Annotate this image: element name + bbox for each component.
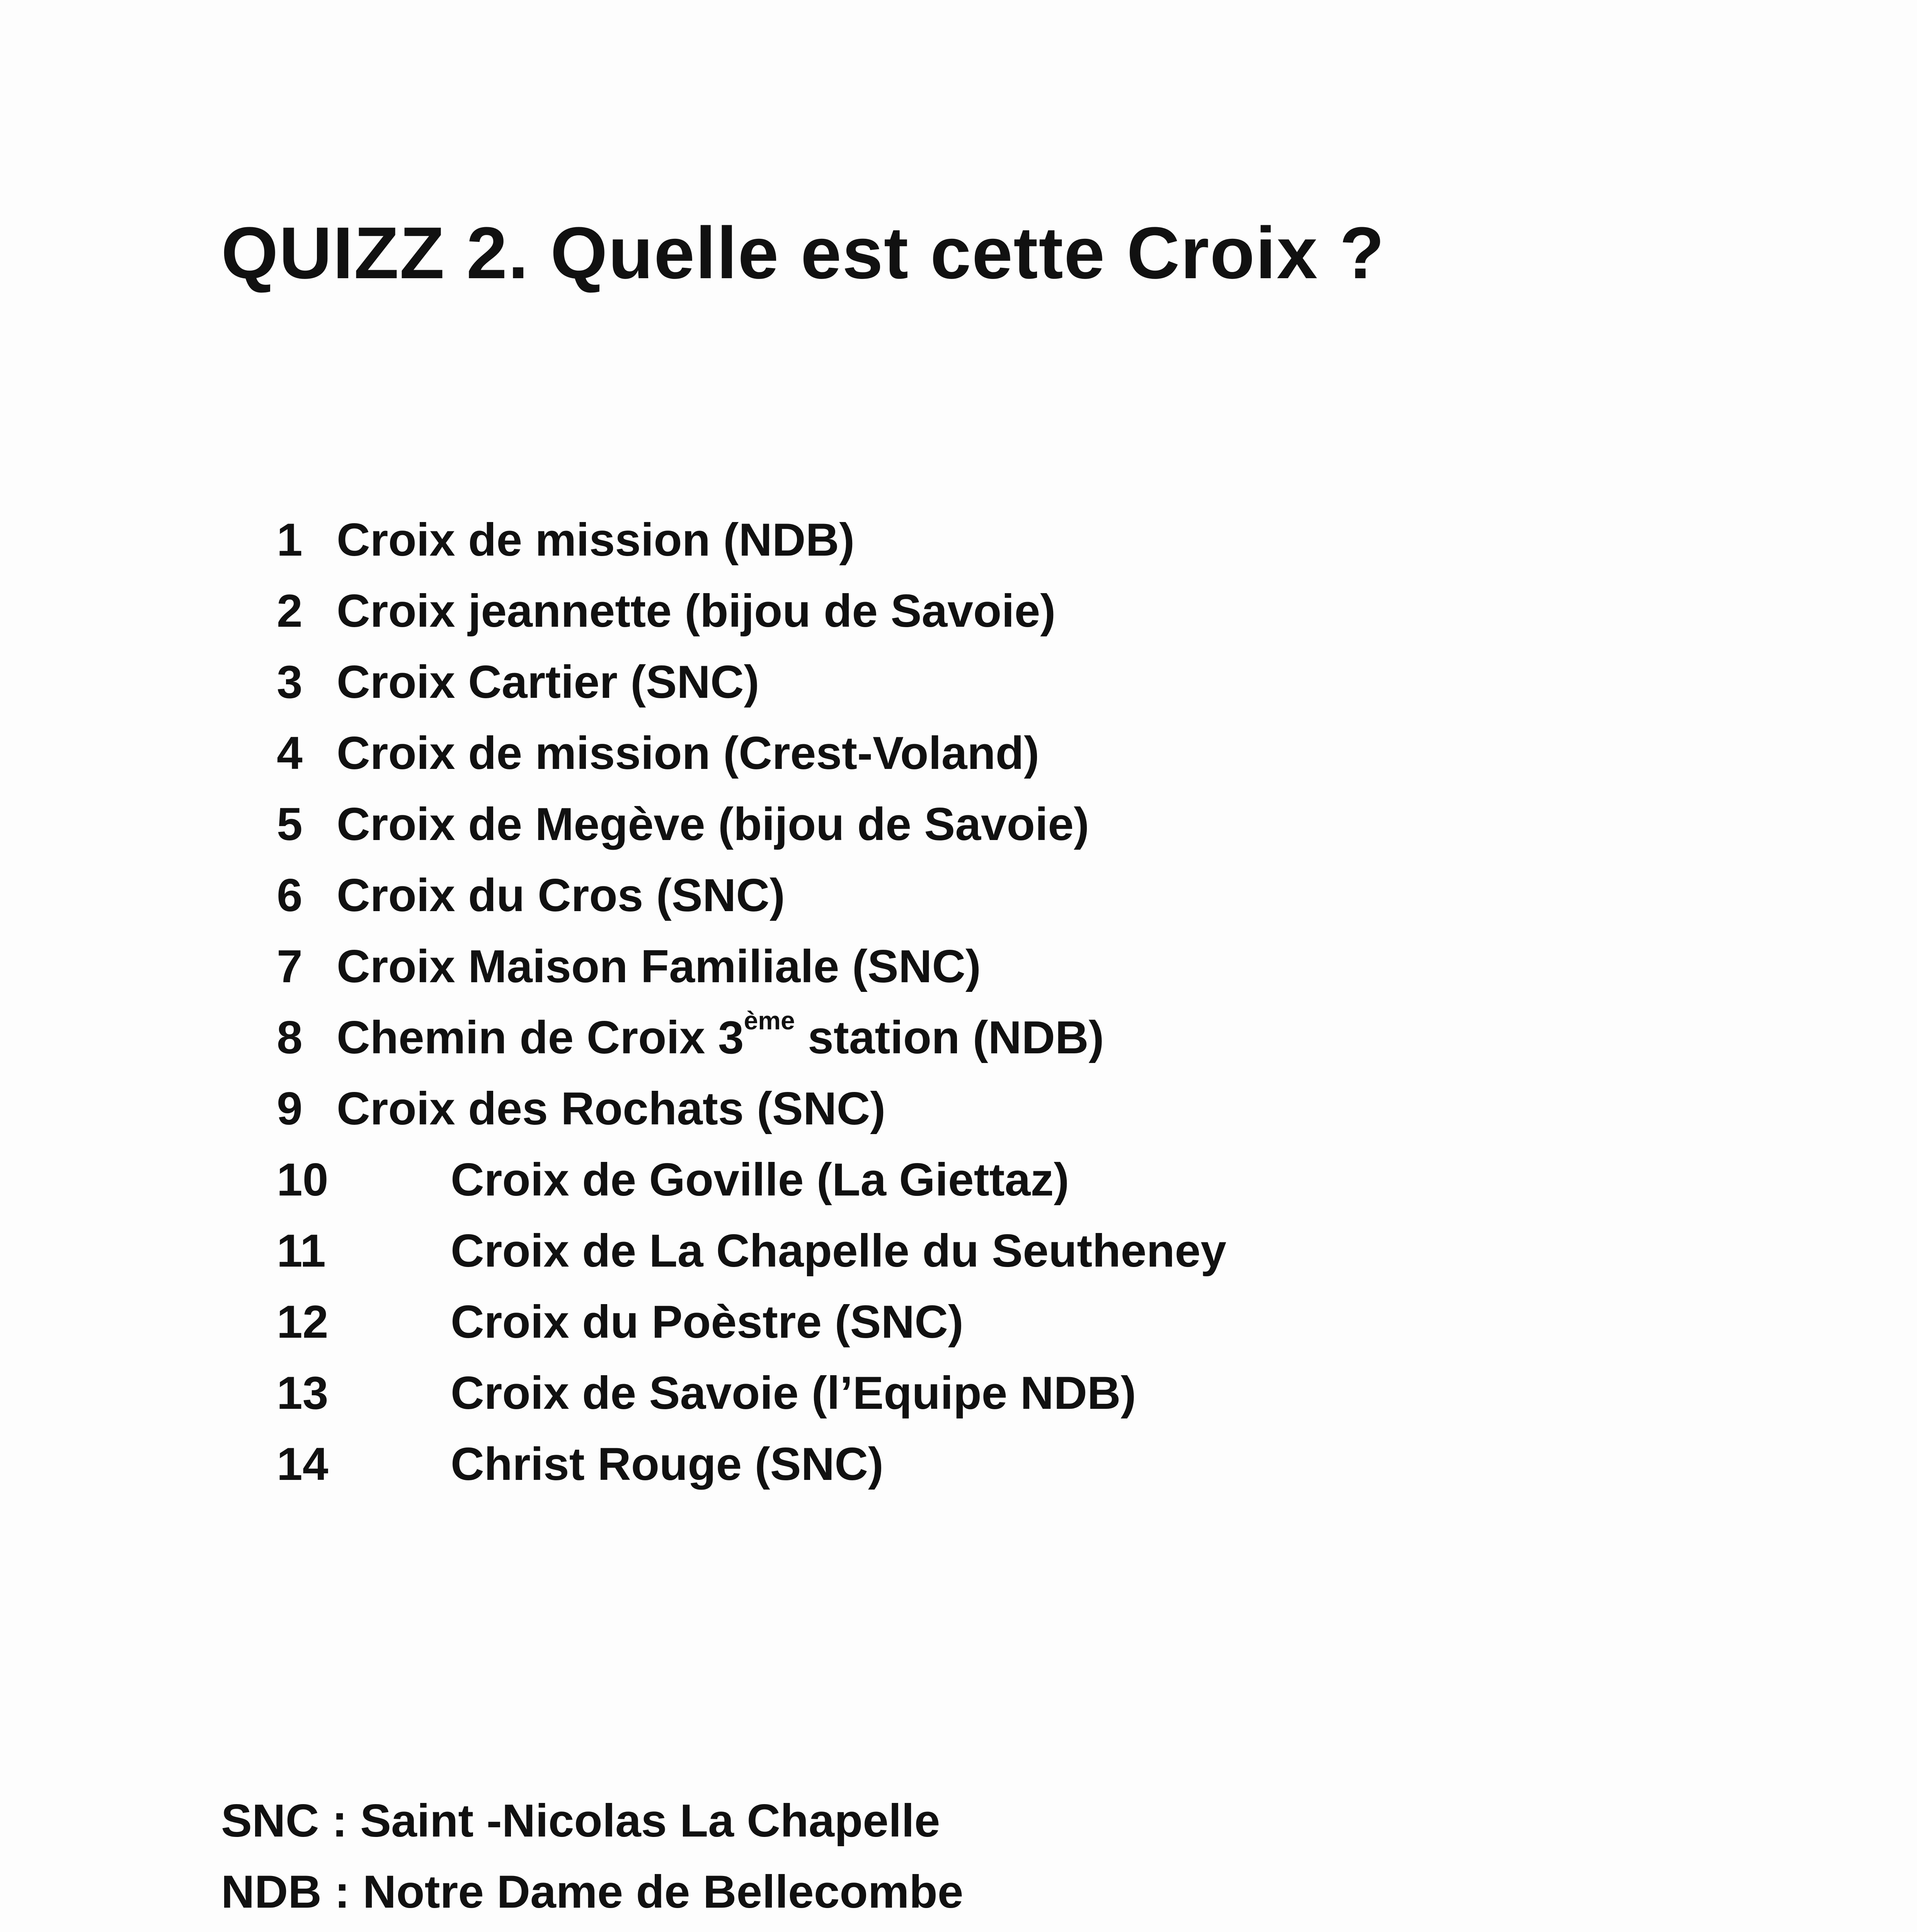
list-item (277, 860, 1784, 931)
list-item (277, 718, 1784, 789)
item-number: 5 (277, 798, 303, 850)
item-number: 11 (277, 1225, 326, 1277)
list-item (277, 1144, 1784, 1215)
item-text: Croix de La Chapelle du Seutheney (451, 1225, 1227, 1277)
item-number: 2 (277, 585, 303, 637)
list-item (277, 1429, 1784, 1500)
item-text: Croix Cartier (SNC) (337, 656, 759, 708)
item-number: 8 (277, 1012, 303, 1063)
item-text: Croix du Cros (SNC) (337, 869, 785, 921)
item-text: Croix de Megève (bijou de Savoie) (337, 798, 1090, 850)
list-item (277, 1357, 1784, 1429)
cross-list (277, 504, 1784, 1500)
item-number: 7 (277, 940, 303, 992)
list-item (277, 1002, 1784, 1073)
item-text: Croix de mission (Crest-Voland) (337, 727, 1040, 779)
item-text: Croix de Savoie (l’Equipe NDB) (451, 1367, 1136, 1419)
list-item (277, 1286, 1784, 1357)
item-text: Croix de Goville (La Giettaz) (451, 1154, 1069, 1206)
item-superscript: ème (744, 1006, 795, 1035)
legend-snc: SNC : Saint -Nicolas La Chapelle (221, 1795, 940, 1847)
item-number: 13 (277, 1367, 329, 1419)
item-number: 1 (277, 514, 303, 566)
item-text: Croix du Poèstre (SNC) (451, 1296, 964, 1348)
item-number: 9 (277, 1083, 303, 1134)
item-number: 6 (277, 869, 303, 921)
item-text: Croix Maison Familiale (SNC) (337, 940, 981, 992)
item-text: Christ Rouge (SNC) (451, 1438, 884, 1490)
item-text: Croix des Rochats (SNC) (337, 1083, 886, 1134)
list-item (277, 646, 1784, 718)
item-text (337, 1006, 1104, 1063)
item-number: 12 (277, 1296, 329, 1348)
list-item (277, 504, 1784, 575)
item-number: 4 (277, 727, 303, 779)
item-text: Croix jeannette (bijou de Savoie) (337, 585, 1056, 637)
item-text: Croix de mission (NDB) (337, 514, 855, 566)
item-text-before: Chemin de Croix 3 (337, 1012, 744, 1063)
item-number: 14 (277, 1438, 329, 1490)
list-item (277, 1215, 1784, 1286)
item-number: 3 (277, 656, 303, 708)
page-title: QUIZZ 2. Quelle est cette Croix ? (221, 212, 1385, 294)
list-item (277, 575, 1784, 646)
item-number: 10 (277, 1154, 329, 1206)
list-item (277, 789, 1784, 860)
legend-ndb: NDB : Notre Dame de Bellecombe (221, 1866, 964, 1918)
list-item (277, 1073, 1784, 1144)
item-text-after: station (NDB) (795, 1012, 1104, 1063)
abbreviation-legend (221, 1785, 963, 1927)
list-item (277, 931, 1784, 1002)
